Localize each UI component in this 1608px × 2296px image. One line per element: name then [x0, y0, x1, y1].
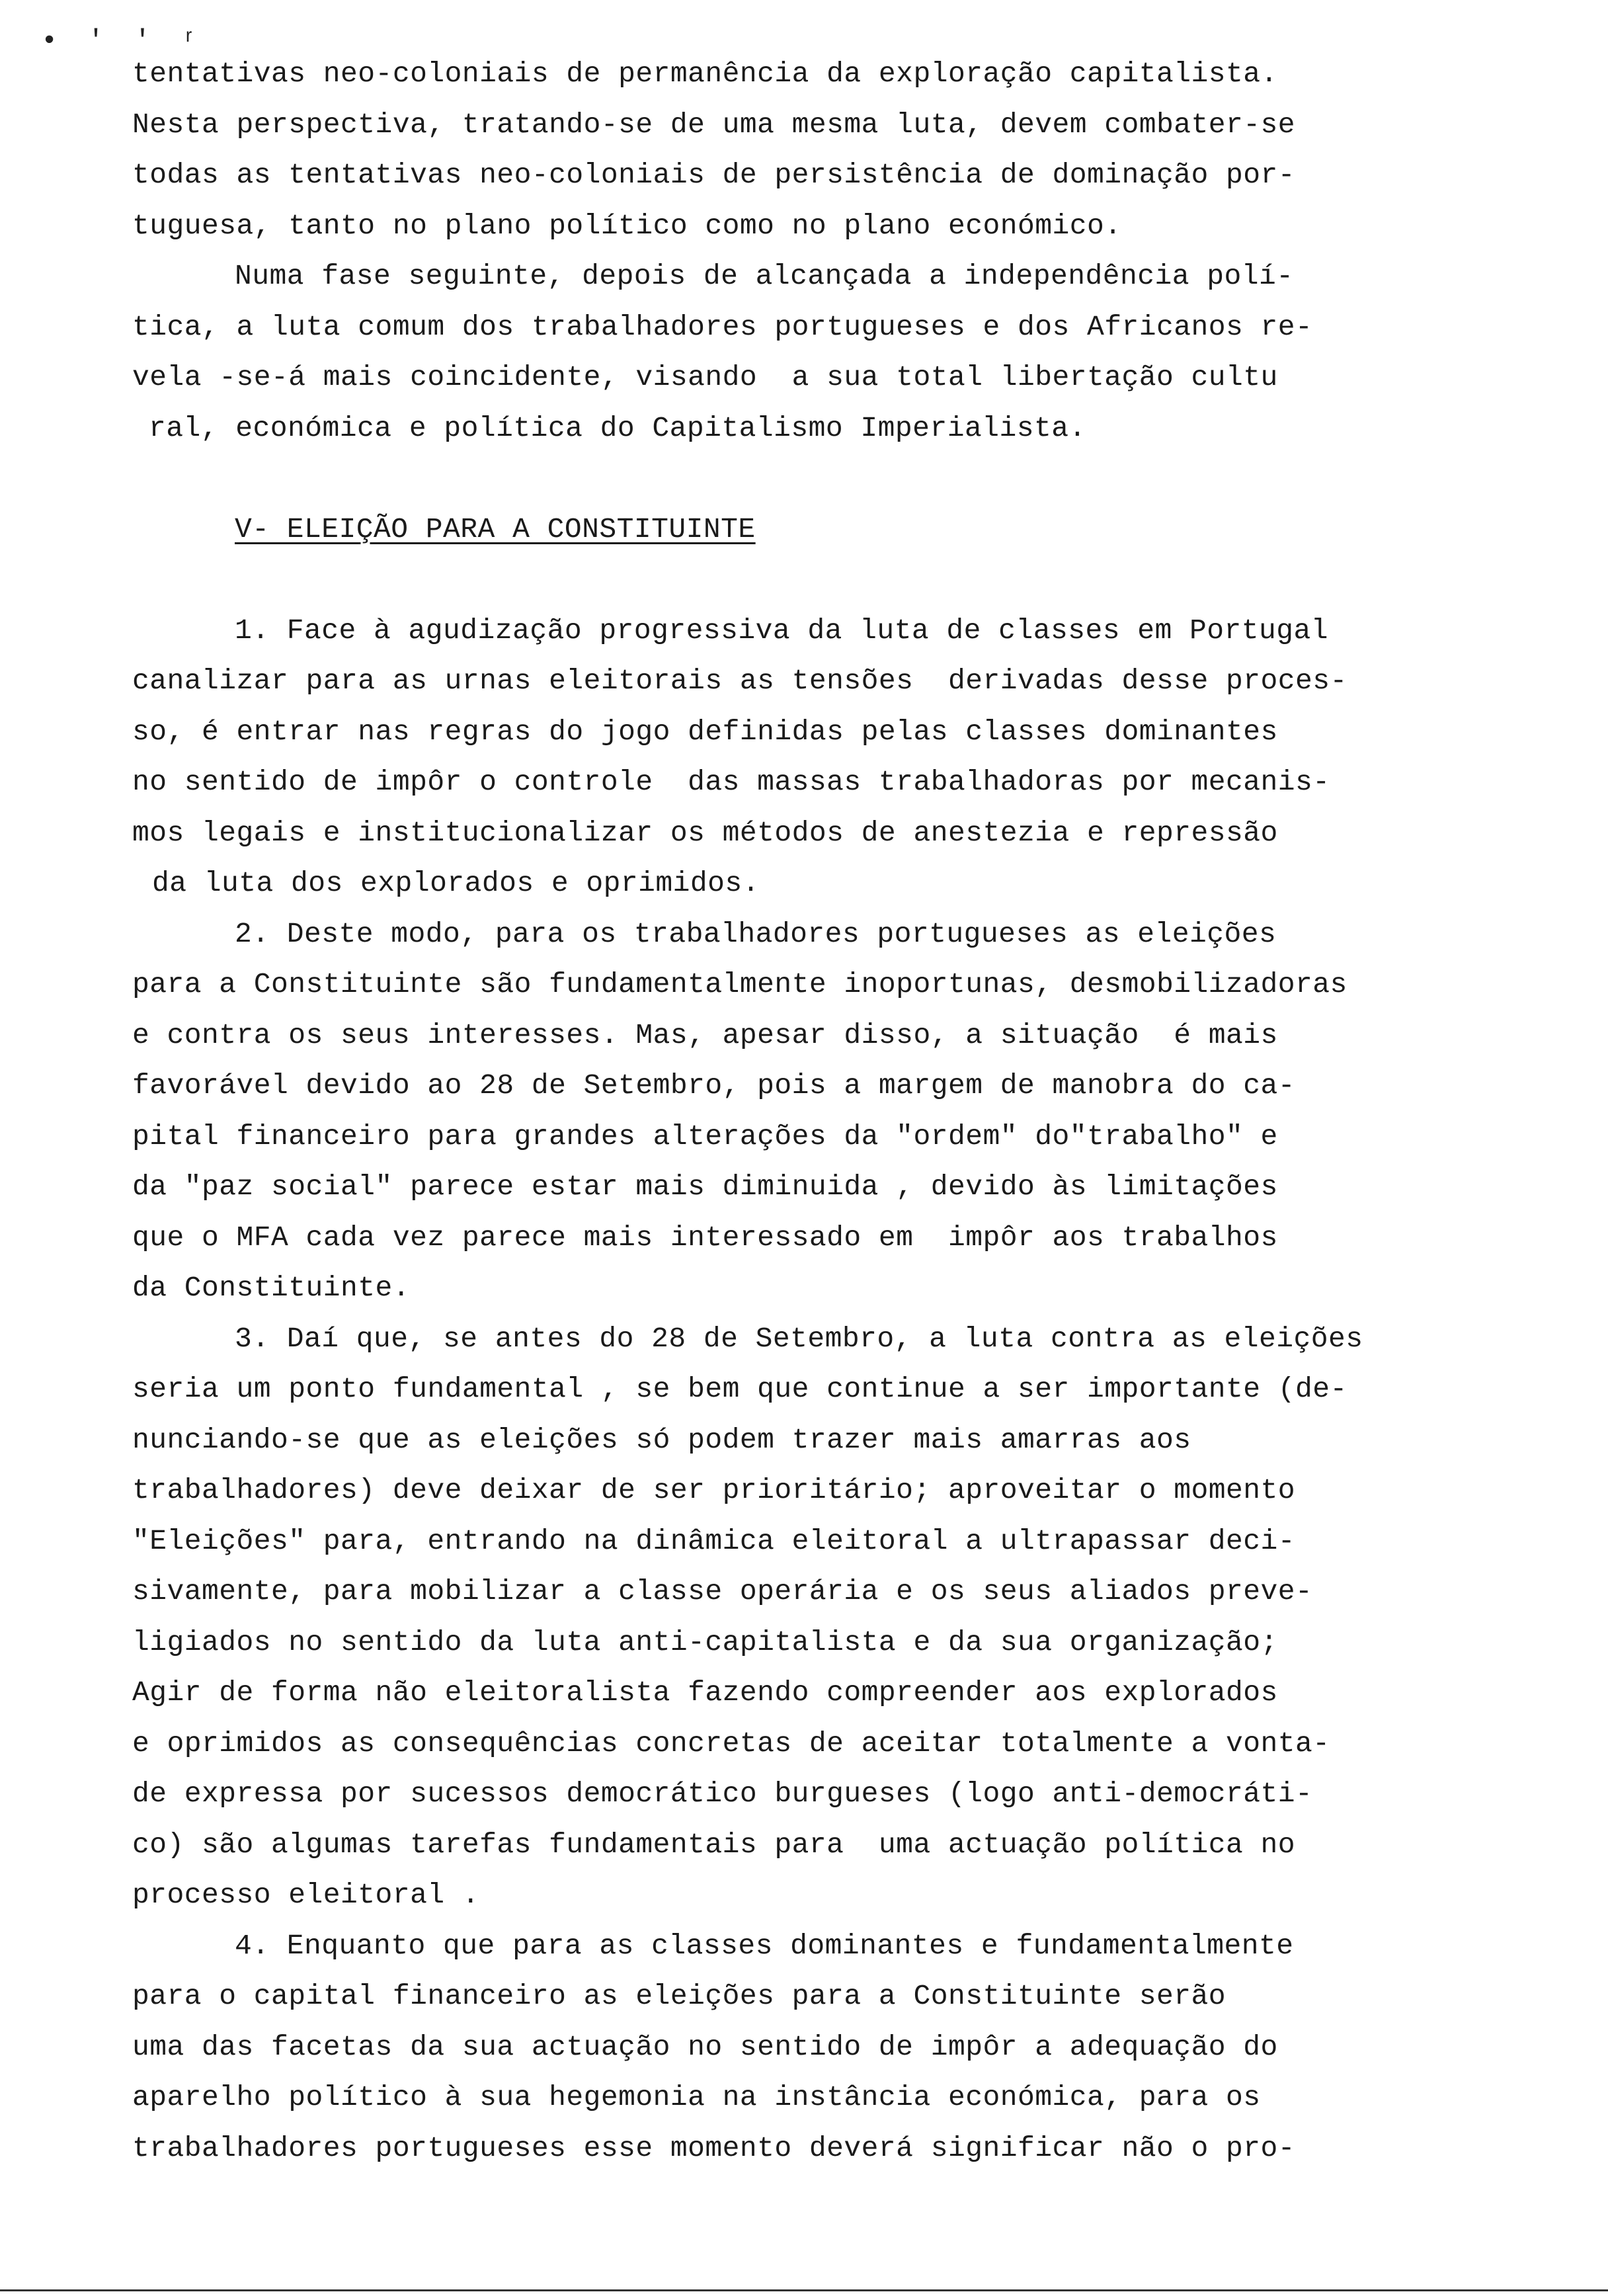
- text-line: [132, 1668, 1514, 1719]
- text-line: [132, 1364, 1514, 1415]
- text-line: [132, 150, 1514, 201]
- text-line-content: da Constituinte.: [132, 1272, 411, 1304]
- text-line-content: nunciando-se que as eleições só podem trazer mais amarras aos: [132, 1423, 1191, 1456]
- text-line-content: todas as tentativas neo-coloniais de persistência de dominação por-: [132, 159, 1296, 191]
- text-line-content: tuguesa, tanto no plano político como no plano económico.: [132, 209, 1122, 242]
- text-line: [132, 1870, 1514, 1921]
- text-line: [132, 1263, 1514, 1314]
- text-line: [132, 1314, 1514, 1365]
- text-line: [132, 1112, 1514, 1163]
- text-line-content: canalizar para as urnas eleitorais as tensões derivadas desse proces-: [132, 665, 1347, 697]
- text-line: [132, 302, 1514, 353]
- text-line-content: processo eleitoral .: [132, 1879, 480, 1911]
- text-line: [132, 1516, 1514, 1567]
- text-line: [132, 1465, 1514, 1516]
- text-line: [132, 100, 1514, 151]
- text-line-content: para o capital financeiro as eleições para a Constituinte serão: [132, 1980, 1226, 2012]
- text-line-content: ligiados no sentido da luta anti-capitalista e da sua organização;: [132, 1625, 1278, 1659]
- text-line: [132, 707, 1514, 758]
- text-line: [132, 656, 1514, 707]
- text-line: [132, 2123, 1514, 2174]
- text-line-content: vela -se-á mais coincidente, visando a sua total libertação cultu: [132, 361, 1278, 393]
- text-line-content: Nesta perspectiva, tratando-se de uma mesma luta, devem combater-se: [132, 108, 1296, 141]
- text-line-content: co) são algumas tarefas fundamentais para uma actuação política no: [132, 1828, 1296, 1861]
- page-bottom-edge: [0, 2289, 1608, 2291]
- text-line: [132, 757, 1514, 808]
- corner-marks: • ' ' ʳ: [41, 25, 204, 57]
- text-line: [132, 352, 1514, 403]
- text-line-content: no sentido de impôr o controle das massas trabalhadoras por mecanis-: [132, 766, 1330, 798]
- text-line-content: e oprimidos as consequências concretas de aceitar totalmente a vonta-: [132, 1727, 1330, 1760]
- text-line-content: "Eleições" para, entrando na dinâmica eleitoral a ultrapassar deci-: [132, 1524, 1296, 1557]
- text-line: [132, 1415, 1514, 1466]
- text-line: [132, 555, 1514, 606]
- text-line: [132, 2072, 1514, 2123]
- text-line-content: pital financeiro para grandes alterações da "ordem" do"trabalho" e: [132, 1120, 1278, 1153]
- text-line: [132, 1618, 1514, 1668]
- text-line-content: 2. Deste modo, para os trabalhadores portugueses as eleições: [235, 917, 1277, 950]
- section-heading-text: V- ELEIÇÃO PARA A CONSTITUINTE: [235, 512, 756, 546]
- text-line-content: da "paz social" parece estar mais diminuida , devido às limitações: [132, 1170, 1278, 1203]
- text-line: [132, 251, 1514, 302]
- document-body: [132, 49, 1514, 2174]
- text-line-content: e contra os seus interesses. Mas, apesar disso, a situação é mais: [132, 1018, 1278, 1051]
- text-line-content: sivamente, para mobilizar a classe operária e os seus aliados preve-: [132, 1575, 1313, 1608]
- text-line: [132, 403, 1514, 454]
- text-line-content: Agir de forma não eleitoralista fazendo compreender aos explorados: [132, 1676, 1278, 1709]
- text-line: [132, 960, 1514, 1010]
- text-line: [132, 1162, 1514, 1213]
- text-line: [132, 1769, 1514, 1820]
- text-line-content: Numa fase seguinte, depois de alcançada a independência polí-: [235, 260, 1294, 292]
- text-line: [132, 1567, 1514, 1618]
- text-line: [132, 1010, 1514, 1061]
- text-line: [132, 1719, 1514, 1770]
- text-line-content: 3. Daí que, se antes do 28 de Setembro, a luta contra as eleições: [235, 1322, 1363, 1355]
- text-line: [132, 606, 1514, 657]
- text-line: [132, 1971, 1514, 2022]
- text-line: [132, 2022, 1514, 2073]
- text-line-content: tica, a luta comum dos trabalhadores portugueses e dos Africanos re-: [132, 310, 1313, 343]
- text-line: [132, 1061, 1514, 1112]
- text-line-content: trabalhadores portugueses esse momento deverá significar não o pro-: [132, 2131, 1296, 2164]
- text-line: [132, 1921, 1514, 1972]
- text-line: [132, 1820, 1514, 1871]
- text-line-content: tentativas neo-coloniais de permanência da exploração capitalista.: [132, 58, 1278, 90]
- text-line: [132, 201, 1514, 252]
- section-heading: [132, 505, 1514, 555]
- text-line-content: seria um ponto fundamental , se bem que continue a ser importante (de-: [132, 1373, 1347, 1405]
- text-line: [132, 858, 1514, 909]
- text-line-content: uma das facetas da sua actuação no sentido de impôr a adequação do: [132, 2030, 1278, 2063]
- text-line: [132, 808, 1514, 859]
- text-line-content: de expressa por sucessos democrático burgueses (logo anti-democráti-: [132, 1778, 1313, 1810]
- text-line: [132, 909, 1514, 960]
- text-line-content: ral, económica e política do Capitalismo Imperialista.: [149, 411, 1086, 444]
- text-line-content: para a Constituinte são fundamentalmente inoportunas, desmobilizadoras: [132, 968, 1347, 1001]
- text-line-content: trabalhadores) deve deixar de ser prioritário; aproveitar o momento: [132, 1474, 1296, 1506]
- text-line-content: 1. Face à agudização progressiva da luta de classes em Portugal: [235, 614, 1329, 647]
- text-line-content: da luta dos explorados e oprimidos.: [152, 867, 760, 899]
- text-line-content: mos legais e institucionalizar os métodos de anestezia e repressão: [132, 816, 1278, 849]
- text-line-content: aparelho político à sua hegemonia na instância económica, para os: [132, 2081, 1261, 2113]
- text-line-content: que o MFA cada vez parece mais interessado em impôr aos trabalhos: [132, 1221, 1278, 1254]
- text-line-content: so, é entrar nas regras do jogo definidas pelas classes dominantes: [132, 715, 1278, 748]
- text-line: [132, 1213, 1514, 1264]
- text-line: [132, 49, 1514, 100]
- text-line: [132, 454, 1514, 505]
- text-line-content: 4. Enquanto que para as classes dominantes e fundamentalmente: [235, 1929, 1294, 1962]
- text-line-content: favorável devido ao 28 de Setembro, pois a margem de manobra do ca-: [132, 1069, 1296, 1102]
